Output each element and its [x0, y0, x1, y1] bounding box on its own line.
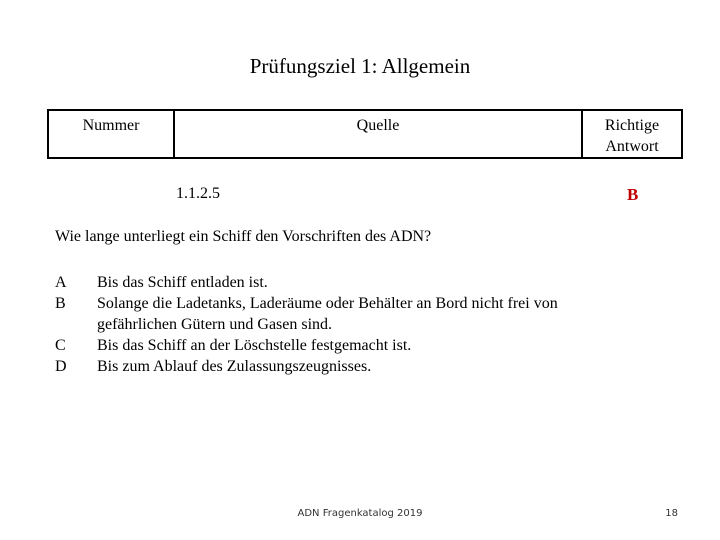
question-text: Wie lange unterliegt ein Schiff den Vorschriften des ADN? [55, 228, 432, 245]
option-text: Bis das Schiff an der Löschstelle festgemacht ist. [97, 337, 412, 354]
option-letter: A [55, 274, 67, 291]
option-text: Bis das Schiff entladen ist. [97, 274, 268, 291]
page-number: 18 [665, 508, 678, 519]
option-b-continuation [55, 314, 675, 335]
column-header-antwort-line2: Antwort [605, 138, 659, 155]
option-text: Bis zum Ablauf des Zulassungszeugnisses. [97, 358, 372, 375]
option-letter: D [55, 358, 67, 375]
option-c [55, 335, 675, 356]
column-header-nummer: Nummer [82, 117, 140, 134]
answer-options [55, 272, 675, 377]
option-a [55, 272, 675, 293]
option-b [55, 293, 675, 314]
column-header-quelle: Quelle [173, 111, 583, 157]
option-d [55, 356, 675, 377]
column-header-richtige-antwort [583, 111, 681, 157]
footer-text: ADN Fragenkatalog 2019 [297, 508, 423, 519]
slide-title: Prüfungsziel 1: Allgemein [249, 54, 471, 78]
option-letter: C [55, 337, 66, 354]
question-number: 1.1.2.5 [176, 185, 220, 202]
option-text: Solange die Ladetanks, Laderäume oder Behälter an Bord nicht frei von [97, 295, 558, 312]
column-header-antwort-line1: Richtige [604, 117, 660, 134]
correct-answer: B [627, 185, 639, 204]
option-letter: B [55, 295, 66, 312]
header-table [47, 109, 683, 159]
option-text: gefährlichen Gütern und Gasen sind. [97, 316, 333, 333]
